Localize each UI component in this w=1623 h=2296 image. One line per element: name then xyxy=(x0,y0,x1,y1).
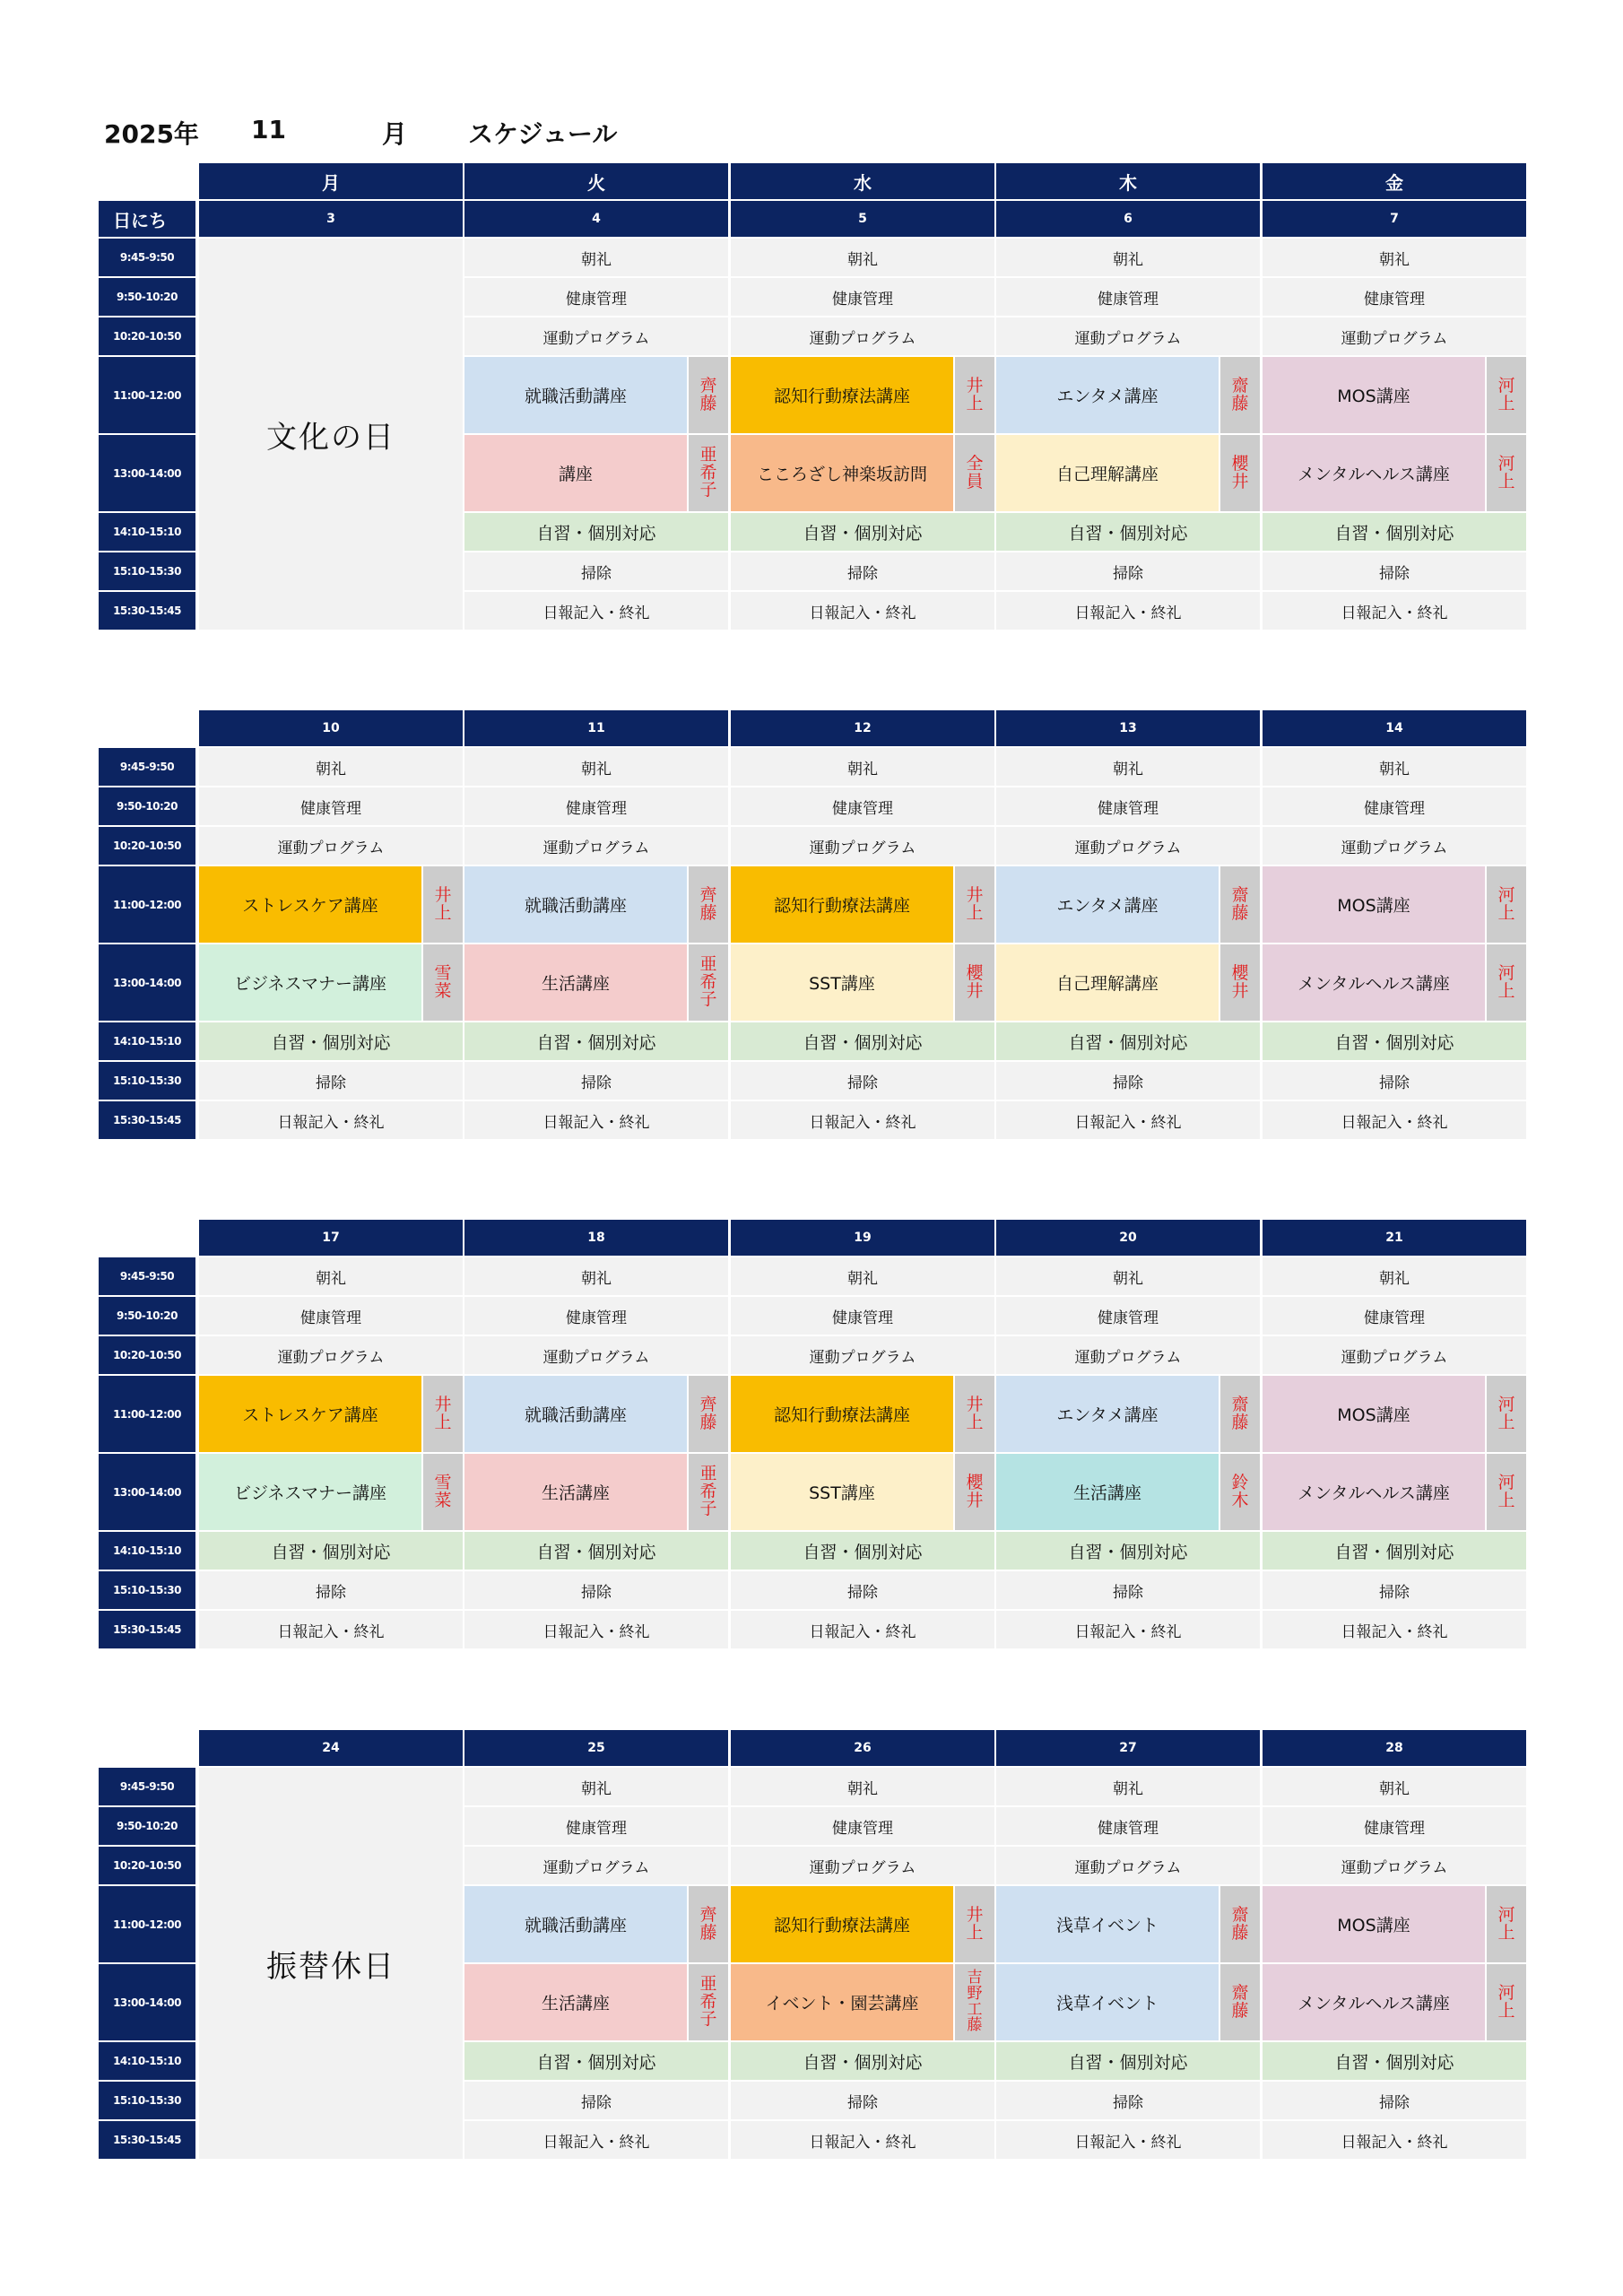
teacher-cell: 亜 希 子 xyxy=(689,1454,728,1530)
time-slot-label: 15:10-15:30 xyxy=(99,552,195,590)
time-slot-label: 14:10-15:10 xyxy=(99,513,195,551)
routine-cell-soji: 掃除 xyxy=(1263,1062,1526,1100)
routine-cell-chorei: 朝礼 xyxy=(464,748,728,786)
weekday-header: 木 xyxy=(996,163,1260,199)
lecture-cell: 就職活動講座 xyxy=(464,866,687,943)
lecture-cell: MOS講座 xyxy=(1263,866,1485,943)
routine-cell-soji: 掃除 xyxy=(464,1062,728,1100)
teacher-cell: 吉 野 工 藤 xyxy=(955,1964,994,2040)
routine-cell-chorei: 朝礼 xyxy=(464,1257,728,1295)
routine-cell-chorei: 朝礼 xyxy=(464,239,728,276)
routine-cell-undo: 運動プログラム xyxy=(731,317,994,355)
routine-cell-undo: 運動プログラム xyxy=(199,1336,463,1374)
routine-cell-nippo: 日報記入・終礼 xyxy=(464,2121,728,2159)
lecture-cell: SST講座 xyxy=(731,944,953,1021)
time-slot-label: 14:10-15:10 xyxy=(99,1532,195,1570)
lecture-cell: メンタルヘルス講座 xyxy=(1263,1964,1485,2040)
time-slot-label: 11:00-12:00 xyxy=(99,1886,195,1962)
routine-cell-chorei: 朝礼 xyxy=(1263,1257,1526,1295)
time-slot-label: 15:10-15:30 xyxy=(99,2082,195,2119)
routine-cell-undo: 運動プログラム xyxy=(731,1847,994,1884)
routine-cell-soji: 掃除 xyxy=(996,1571,1260,1609)
weekday-header: 火 xyxy=(464,163,728,199)
routine-cell-nippo: 日報記入・終礼 xyxy=(996,592,1260,630)
lecture-cell: 自己理解講座 xyxy=(996,435,1219,511)
routine-cell-undo: 運動プログラム xyxy=(464,317,728,355)
holiday-cell: 文化の日 xyxy=(199,239,463,630)
routine-cell-chorei: 朝礼 xyxy=(1263,239,1526,276)
lecture-cell: ビジネスマナー講座 xyxy=(199,1454,421,1530)
date-header: 6 xyxy=(996,201,1260,237)
lecture-cell: 生活講座 xyxy=(464,1964,687,2040)
routine-cell-nippo: 日報記入・終礼 xyxy=(464,1611,728,1648)
routine-cell-nippo: 日報記入・終礼 xyxy=(1263,592,1526,630)
time-slot-label: 10:20-10:50 xyxy=(99,827,195,865)
routine-cell-jishu: 自習・個別対応 xyxy=(1263,1532,1526,1570)
routine-cell-jishu: 自習・個別対応 xyxy=(731,513,994,551)
time-slot-label: 15:30-15:45 xyxy=(99,1101,195,1139)
date-header: 13 xyxy=(996,710,1260,746)
routine-cell-chorei: 朝礼 xyxy=(731,748,994,786)
routine-cell-kenko: 健康管理 xyxy=(731,1807,994,1845)
routine-cell-undo: 運動プログラム xyxy=(1263,1336,1526,1374)
teacher-cell: 齊 藤 xyxy=(689,1376,728,1452)
routine-cell-nippo: 日報記入・終礼 xyxy=(996,1101,1260,1139)
routine-cell-jishu: 自習・個別対応 xyxy=(731,1532,994,1570)
routine-cell-soji: 掃除 xyxy=(731,1062,994,1100)
teacher-cell: 井 上 xyxy=(955,866,994,943)
lecture-cell: MOS講座 xyxy=(1263,1886,1485,1962)
date-header: 18 xyxy=(464,1220,728,1256)
time-slot-label: 14:10-15:10 xyxy=(99,2042,195,2080)
teacher-cell: 亜 希 子 xyxy=(689,944,728,1021)
routine-cell-nippo: 日報記入・終礼 xyxy=(1263,1611,1526,1648)
routine-cell-undo: 運動プログラム xyxy=(464,827,728,865)
title-month: 月 xyxy=(382,119,408,149)
teacher-cell: 亜 希 子 xyxy=(689,435,728,511)
routine-cell-kenko: 健康管理 xyxy=(996,787,1260,825)
teacher-cell: 井 上 xyxy=(955,1886,994,1962)
title-month-number: 11 xyxy=(251,115,286,144)
title-schedule: スケジュール xyxy=(468,119,618,149)
routine-cell-undo: 運動プログラム xyxy=(996,827,1260,865)
time-slot-label: 15:30-15:45 xyxy=(99,1611,195,1648)
routine-cell-kenko: 健康管理 xyxy=(731,278,994,316)
date-header: 28 xyxy=(1263,1730,1526,1766)
routine-cell-soji: 掃除 xyxy=(731,1571,994,1609)
routine-cell-jishu: 自習・個別対応 xyxy=(1263,2042,1526,2080)
date-header: 25 xyxy=(464,1730,728,1766)
routine-cell-undo: 運動プログラム xyxy=(996,317,1260,355)
lecture-cell: ストレスケア講座 xyxy=(199,1376,421,1452)
routine-cell-undo: 運動プログラム xyxy=(1263,1847,1526,1884)
teacher-cell: 井 上 xyxy=(955,357,994,433)
routine-cell-undo: 運動プログラム xyxy=(1263,317,1526,355)
routine-cell-jishu: 自習・個別対応 xyxy=(464,1022,728,1060)
routine-cell-undo: 運動プログラム xyxy=(731,1336,994,1374)
time-slot-label: 13:00-14:00 xyxy=(99,1454,195,1530)
lecture-cell: ビジネスマナー講座 xyxy=(199,944,421,1021)
routine-cell-kenko: 健康管理 xyxy=(1263,1297,1526,1335)
routine-cell-soji: 掃除 xyxy=(731,2082,994,2119)
time-slot-label: 10:20-10:50 xyxy=(99,1847,195,1884)
routine-cell-soji: 掃除 xyxy=(996,552,1260,590)
lecture-cell: 認知行動療法講座 xyxy=(731,866,953,943)
teacher-cell: 河 上 xyxy=(1487,357,1526,433)
lecture-cell: 生活講座 xyxy=(464,1454,687,1530)
routine-cell-kenko: 健康管理 xyxy=(199,1297,463,1335)
lecture-cell: 浅草イベント xyxy=(996,1886,1219,1962)
teacher-cell: 齋 藤 xyxy=(1220,866,1260,943)
routine-cell-soji: 掃除 xyxy=(464,552,728,590)
date-header: 5 xyxy=(731,201,994,237)
routine-cell-soji: 掃除 xyxy=(731,552,994,590)
lecture-cell: メンタルヘルス講座 xyxy=(1263,435,1485,511)
routine-cell-soji: 掃除 xyxy=(199,1571,463,1609)
time-slot-label: 11:00-12:00 xyxy=(99,1376,195,1452)
time-slot-label: 10:20-10:50 xyxy=(99,1336,195,1374)
date-header: 7 xyxy=(1263,201,1526,237)
routine-cell-chorei: 朝礼 xyxy=(731,239,994,276)
routine-cell-jishu: 自習・個別対応 xyxy=(996,1532,1260,1570)
date-header: 12 xyxy=(731,710,994,746)
lecture-cell: イベント・園芸講座 xyxy=(731,1964,953,2040)
lecture-cell: エンタメ講座 xyxy=(996,866,1219,943)
date-header: 3 xyxy=(199,201,463,237)
routine-cell-kenko: 健康管理 xyxy=(996,278,1260,316)
routine-cell-jishu: 自習・個別対応 xyxy=(464,513,728,551)
date-header: 14 xyxy=(1263,710,1526,746)
date-header: 24 xyxy=(199,1730,463,1766)
routine-cell-jishu: 自習・個別対応 xyxy=(199,1022,463,1060)
lecture-cell: 自己理解講座 xyxy=(996,944,1219,1021)
routine-cell-chorei: 朝礼 xyxy=(199,748,463,786)
routine-cell-kenko: 健康管理 xyxy=(1263,278,1526,316)
routine-cell-kenko: 健康管理 xyxy=(464,787,728,825)
teacher-cell: 櫻 井 xyxy=(955,944,994,1021)
page-title xyxy=(104,115,821,151)
holiday-cell: 振替休日 xyxy=(199,1768,463,2159)
routine-cell-soji: 掃除 xyxy=(1263,1571,1526,1609)
routine-cell-chorei: 朝礼 xyxy=(996,748,1260,786)
routine-cell-chorei: 朝礼 xyxy=(199,1257,463,1295)
routine-cell-kenko: 健康管理 xyxy=(731,1297,994,1335)
routine-cell-nippo: 日報記入・終礼 xyxy=(1263,1101,1526,1139)
routine-cell-kenko: 健康管理 xyxy=(731,787,994,825)
date-header: 10 xyxy=(199,710,463,746)
lecture-cell: こころざし神楽坂訪問 xyxy=(731,435,953,511)
date-header: 17 xyxy=(199,1220,463,1256)
teacher-cell: 井 上 xyxy=(955,1376,994,1452)
teacher-cell: 雪 菜 xyxy=(423,1454,463,1530)
routine-cell-chorei: 朝礼 xyxy=(1263,1768,1526,1805)
lecture-cell: ストレスケア講座 xyxy=(199,866,421,943)
routine-cell-chorei: 朝礼 xyxy=(464,1768,728,1805)
routine-cell-soji: 掃除 xyxy=(199,1062,463,1100)
time-slot-label: 11:00-12:00 xyxy=(99,866,195,943)
routine-cell-chorei: 朝礼 xyxy=(731,1257,994,1295)
routine-cell-jishu: 自習・個別対応 xyxy=(731,1022,994,1060)
routine-cell-jishu: 自習・個別対応 xyxy=(464,1532,728,1570)
lecture-cell: 生活講座 xyxy=(464,944,687,1021)
routine-cell-nippo: 日報記入・終礼 xyxy=(731,2121,994,2159)
routine-cell-soji: 掃除 xyxy=(1263,552,1526,590)
routine-cell-nippo: 日報記入・終礼 xyxy=(996,1611,1260,1648)
routine-cell-kenko: 健康管理 xyxy=(996,1297,1260,1335)
teacher-cell: 齋 藤 xyxy=(1220,357,1260,433)
teacher-cell: 齊 藤 xyxy=(689,866,728,943)
date-header: 26 xyxy=(731,1730,994,1766)
routine-cell-nippo: 日報記入・終礼 xyxy=(731,592,994,630)
weekday-header: 金 xyxy=(1263,163,1526,199)
routine-cell-kenko: 健康管理 xyxy=(996,1807,1260,1845)
time-slot-label: 9:45-9:50 xyxy=(99,1257,195,1295)
time-slot-label: 11:00-12:00 xyxy=(99,357,195,433)
date-header: 4 xyxy=(464,201,728,237)
routine-cell-chorei: 朝礼 xyxy=(731,1768,994,1805)
lecture-cell: 認知行動療法講座 xyxy=(731,357,953,433)
routine-cell-jishu: 自習・個別対応 xyxy=(996,513,1260,551)
teacher-cell: 井 上 xyxy=(423,1376,463,1452)
time-slot-label: 14:10-15:10 xyxy=(99,1022,195,1060)
routine-cell-chorei: 朝礼 xyxy=(996,239,1260,276)
routine-cell-jishu: 自習・個別対応 xyxy=(731,2042,994,2080)
routine-cell-undo: 運動プログラム xyxy=(1263,827,1526,865)
time-slot-label: 9:45-9:50 xyxy=(99,239,195,276)
teacher-cell: 河 上 xyxy=(1487,1454,1526,1530)
routine-cell-kenko: 健康管理 xyxy=(1263,1807,1526,1845)
routine-cell-jishu: 自習・個別対応 xyxy=(1263,513,1526,551)
teacher-cell: 全 員 xyxy=(955,435,994,511)
time-slot-label: 9:50-10:20 xyxy=(99,1297,195,1335)
routine-cell-undo: 運動プログラム xyxy=(731,827,994,865)
lecture-cell: 認知行動療法講座 xyxy=(731,1376,953,1452)
date-header: 11 xyxy=(464,710,728,746)
lecture-cell: 認知行動療法講座 xyxy=(731,1886,953,1962)
routine-cell-undo: 運動プログラム xyxy=(464,1847,728,1884)
routine-cell-chorei: 朝礼 xyxy=(1263,748,1526,786)
time-slot-label: 9:45-9:50 xyxy=(99,748,195,786)
routine-cell-kenko: 健康管理 xyxy=(199,787,463,825)
teacher-cell: 櫻 井 xyxy=(1220,944,1260,1021)
lecture-cell: メンタルヘルス講座 xyxy=(1263,1454,1485,1530)
time-slot-label: 13:00-14:00 xyxy=(99,1964,195,2040)
routine-cell-nippo: 日報記入・終礼 xyxy=(199,1611,463,1648)
title-year: 2025年 xyxy=(104,119,199,149)
teacher-cell: 河 上 xyxy=(1487,1964,1526,2040)
time-slot-label: 9:45-9:50 xyxy=(99,1768,195,1805)
lecture-cell: 浅草イベント xyxy=(996,1964,1219,2040)
date-header: 27 xyxy=(996,1730,1260,1766)
time-slot-label: 13:00-14:00 xyxy=(99,944,195,1021)
date-header: 20 xyxy=(996,1220,1260,1256)
routine-cell-soji: 掃除 xyxy=(996,2082,1260,2119)
routine-cell-chorei: 朝礼 xyxy=(996,1257,1260,1295)
lecture-cell: エンタメ講座 xyxy=(996,1376,1219,1452)
lecture-cell: 講座 xyxy=(464,435,687,511)
routine-cell-nippo: 日報記入・終礼 xyxy=(731,1101,994,1139)
routine-cell-undo: 運動プログラム xyxy=(996,1336,1260,1374)
teacher-cell: 櫻 井 xyxy=(955,1454,994,1530)
teacher-cell: 河 上 xyxy=(1487,435,1526,511)
routine-cell-soji: 掃除 xyxy=(996,1062,1260,1100)
teacher-cell: 齊 藤 xyxy=(689,357,728,433)
time-slot-label: 9:50-10:20 xyxy=(99,1807,195,1845)
date-label: 日にち xyxy=(99,201,195,237)
date-header: 19 xyxy=(731,1220,994,1256)
routine-cell-kenko: 健康管理 xyxy=(1263,787,1526,825)
teacher-cell: 河 上 xyxy=(1487,1376,1526,1452)
routine-cell-soji: 掃除 xyxy=(464,2082,728,2119)
teacher-cell: 雪 菜 xyxy=(423,944,463,1021)
time-slot-label: 15:10-15:30 xyxy=(99,1571,195,1609)
teacher-cell: 河 上 xyxy=(1487,1886,1526,1962)
teacher-cell: 櫻 井 xyxy=(1220,435,1260,511)
time-slot-label: 10:20-10:50 xyxy=(99,317,195,355)
time-slot-label: 15:10-15:30 xyxy=(99,1062,195,1100)
routine-cell-jishu: 自習・個別対応 xyxy=(199,1532,463,1570)
routine-cell-kenko: 健康管理 xyxy=(464,1297,728,1335)
lecture-cell: MOS講座 xyxy=(1263,1376,1485,1452)
weekday-header: 月 xyxy=(199,163,463,199)
routine-cell-nippo: 日報記入・終礼 xyxy=(464,1101,728,1139)
lecture-cell: MOS講座 xyxy=(1263,357,1485,433)
routine-cell-kenko: 健康管理 xyxy=(464,278,728,316)
weekday-header: 水 xyxy=(731,163,994,199)
time-slot-label: 15:30-15:45 xyxy=(99,592,195,630)
date-header: 21 xyxy=(1263,1220,1526,1256)
lecture-cell: 就職活動講座 xyxy=(464,1376,687,1452)
teacher-cell: 齊 藤 xyxy=(689,1886,728,1962)
routine-cell-jishu: 自習・個別対応 xyxy=(464,2042,728,2080)
teacher-cell: 井 上 xyxy=(423,866,463,943)
lecture-cell: 生活講座 xyxy=(996,1454,1219,1530)
routine-cell-nippo: 日報記入・終礼 xyxy=(464,592,728,630)
time-slot-label: 15:30-15:45 xyxy=(99,2121,195,2159)
routine-cell-kenko: 健康管理 xyxy=(464,1807,728,1845)
time-slot-label: 13:00-14:00 xyxy=(99,435,195,511)
teacher-cell: 齋 藤 xyxy=(1220,1964,1260,2040)
teacher-cell: 鈴 木 xyxy=(1220,1454,1260,1530)
routine-cell-undo: 運動プログラム xyxy=(996,1847,1260,1884)
teacher-cell: 齋 藤 xyxy=(1220,1886,1260,1962)
routine-cell-soji: 掃除 xyxy=(464,1571,728,1609)
routine-cell-nippo: 日報記入・終礼 xyxy=(996,2121,1260,2159)
lecture-cell: 就職活動講座 xyxy=(464,357,687,433)
routine-cell-undo: 運動プログラム xyxy=(199,827,463,865)
teacher-cell: 河 上 xyxy=(1487,866,1526,943)
routine-cell-nippo: 日報記入・終礼 xyxy=(199,1101,463,1139)
lecture-cell: SST講座 xyxy=(731,1454,953,1530)
routine-cell-jishu: 自習・個別対応 xyxy=(996,2042,1260,2080)
lecture-cell: 就職活動講座 xyxy=(464,1886,687,1962)
teacher-cell: 亜 希 子 xyxy=(689,1964,728,2040)
time-slot-label: 9:50-10:20 xyxy=(99,787,195,825)
routine-cell-jishu: 自習・個別対応 xyxy=(996,1022,1260,1060)
routine-cell-chorei: 朝礼 xyxy=(996,1768,1260,1805)
routine-cell-nippo: 日報記入・終礼 xyxy=(1263,2121,1526,2159)
routine-cell-soji: 掃除 xyxy=(1263,2082,1526,2119)
teacher-cell: 河 上 xyxy=(1487,944,1526,1021)
lecture-cell: メンタルヘルス講座 xyxy=(1263,944,1485,1021)
routine-cell-undo: 運動プログラム xyxy=(464,1336,728,1374)
routine-cell-jishu: 自習・個別対応 xyxy=(1263,1022,1526,1060)
teacher-cell: 齋 藤 xyxy=(1220,1376,1260,1452)
time-slot-label: 9:50-10:20 xyxy=(99,278,195,316)
lecture-cell: エンタメ講座 xyxy=(996,357,1219,433)
routine-cell-nippo: 日報記入・終礼 xyxy=(731,1611,994,1648)
